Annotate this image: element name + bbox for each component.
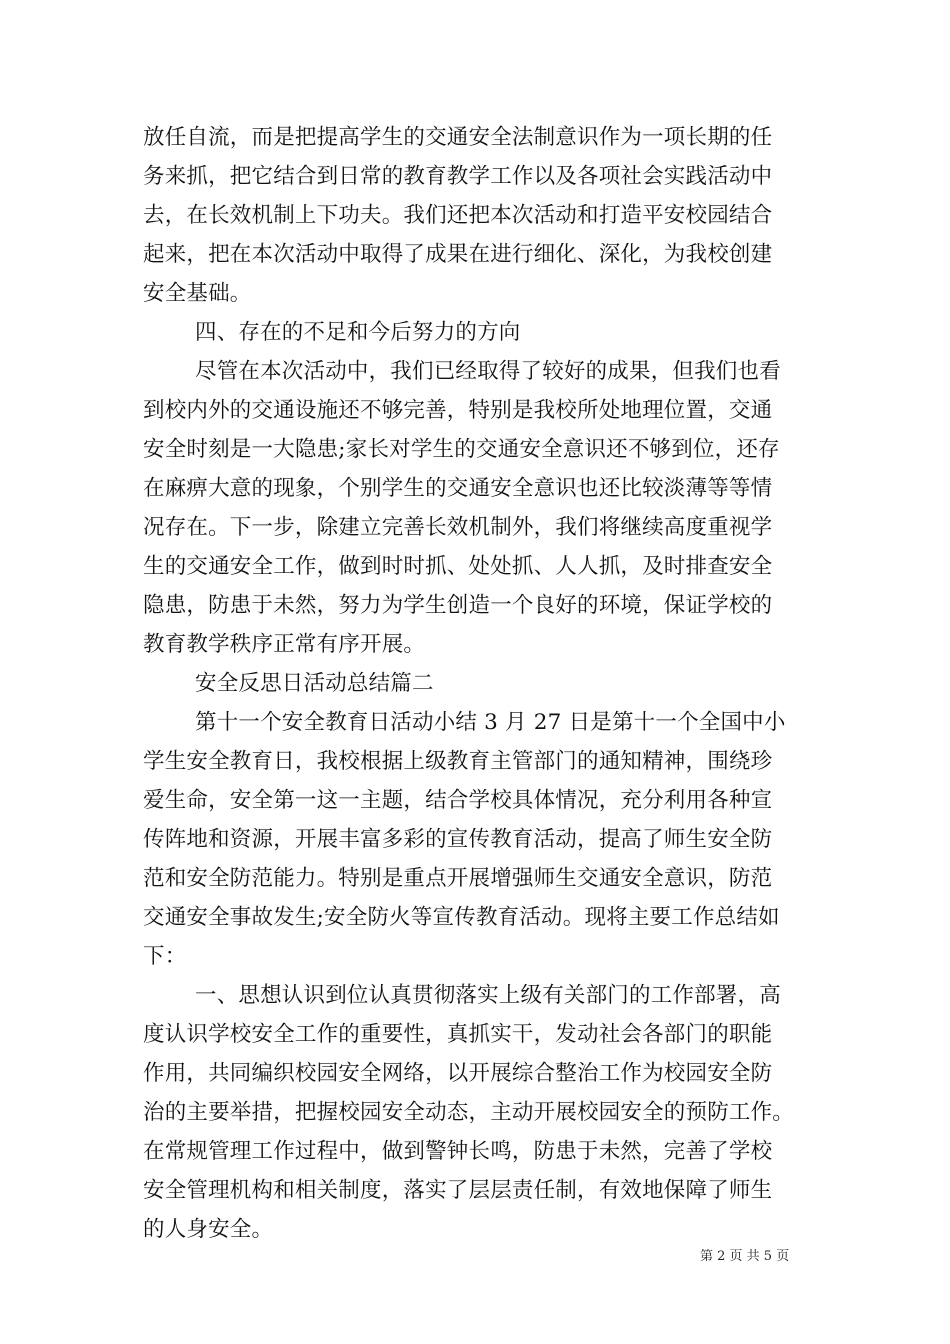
text-line: 在麻痹大意的现象，个别学生的交通安全意识也还比较淡薄等等情: [143, 476, 773, 501]
text-line: 起来，把在本次活动中取得了成果在进行细化、深化，为我校创建: [143, 242, 773, 267]
text-line: 爱生命，安全第一这一主题，结合学校具体情况，充分利用各种宣: [143, 788, 773, 813]
text-line: 治的主要举措，把握校园安全动态，主动开展校园安全的预防工作。: [143, 1100, 795, 1125]
text-line: 交通安全事故发生;安全防火等宣传教育活动。现将主要工作总结如: [143, 905, 780, 930]
page-number: 第 2 页 共 5 页: [700, 1249, 790, 1264]
text-line: 尽管在本次活动中，我们已经取得了较好的成果，但我们也看: [195, 359, 781, 384]
text-line: 度认识学校安全工作的重要性，真抓实干，发动社会各部门的职能: [143, 1022, 773, 1047]
text-line: 安全管理机构和相关制度，落实了层层责任制，有效地保障了师生: [143, 1178, 773, 1203]
text-line: 作用，共同编织校园安全网络，以开展综合整治工作为校园安全防: [143, 1061, 773, 1086]
text-line: 范和安全防范能力。特别是重点开展增强师生交通安全意识，防范: [143, 866, 773, 891]
text-line: 安全基础。: [143, 281, 252, 306]
text-line: 生的交通安全工作，做到时时抓、处处抓、人人抓，及时排查安全: [143, 554, 773, 579]
document-body: [143, 118, 808, 1249]
text-line: 况存在。下一步，除建立完善长效机制外，我们将继续高度重视学: [143, 515, 773, 540]
text-line: 隐患，防患于未然，努力为学生创造一个良好的环境，保证学校的: [143, 593, 773, 618]
text-line: 放任自流，而是把提高学生的交通安全法制意识作为一项长期的任: [143, 125, 773, 150]
text-line: 安全反思日活动总结篇二: [195, 671, 434, 696]
text-line: 学生安全教育日，我校根据上级教育主管部门的通知精神，围绕珍: [143, 749, 773, 774]
text-line: 在常规管理工作过程中，做到警钟长鸣，防患于未然，完善了学校: [143, 1139, 773, 1164]
text-line: 传阵地和资源，开展丰富多彩的宣传教育活动，提高了师生安全防: [143, 827, 773, 852]
text-line: 去，在长效机制上下功夫。我们还把本次活动和打造平安校园结合: [143, 203, 773, 228]
text-line: 的人身安全。: [143, 1217, 274, 1242]
text-line: 四、存在的不足和今后努力的方向: [195, 320, 521, 345]
text-line: 到校内外的交通设施还不够完善，特别是我校所处地理位置，交通: [143, 398, 773, 423]
text-line: 下：: [143, 944, 187, 969]
text-line: 教育教学秩序正常有序开展。: [143, 632, 426, 657]
text-line: 第十一个安全教育日活动小结 3 月 27 日是第十一个全国中小: [195, 710, 786, 735]
text-line: 务来抓，把它结合到日常的教育教学工作以及各项社会实践活动中: [143, 164, 773, 189]
text-line: 安全时刻是一大隐患;家长对学生的交通安全意识还不够到位，还存: [143, 437, 780, 462]
text-line: 一、思想认识到位认真贯彻落实上级有关部门的工作部署，高: [195, 983, 781, 1008]
